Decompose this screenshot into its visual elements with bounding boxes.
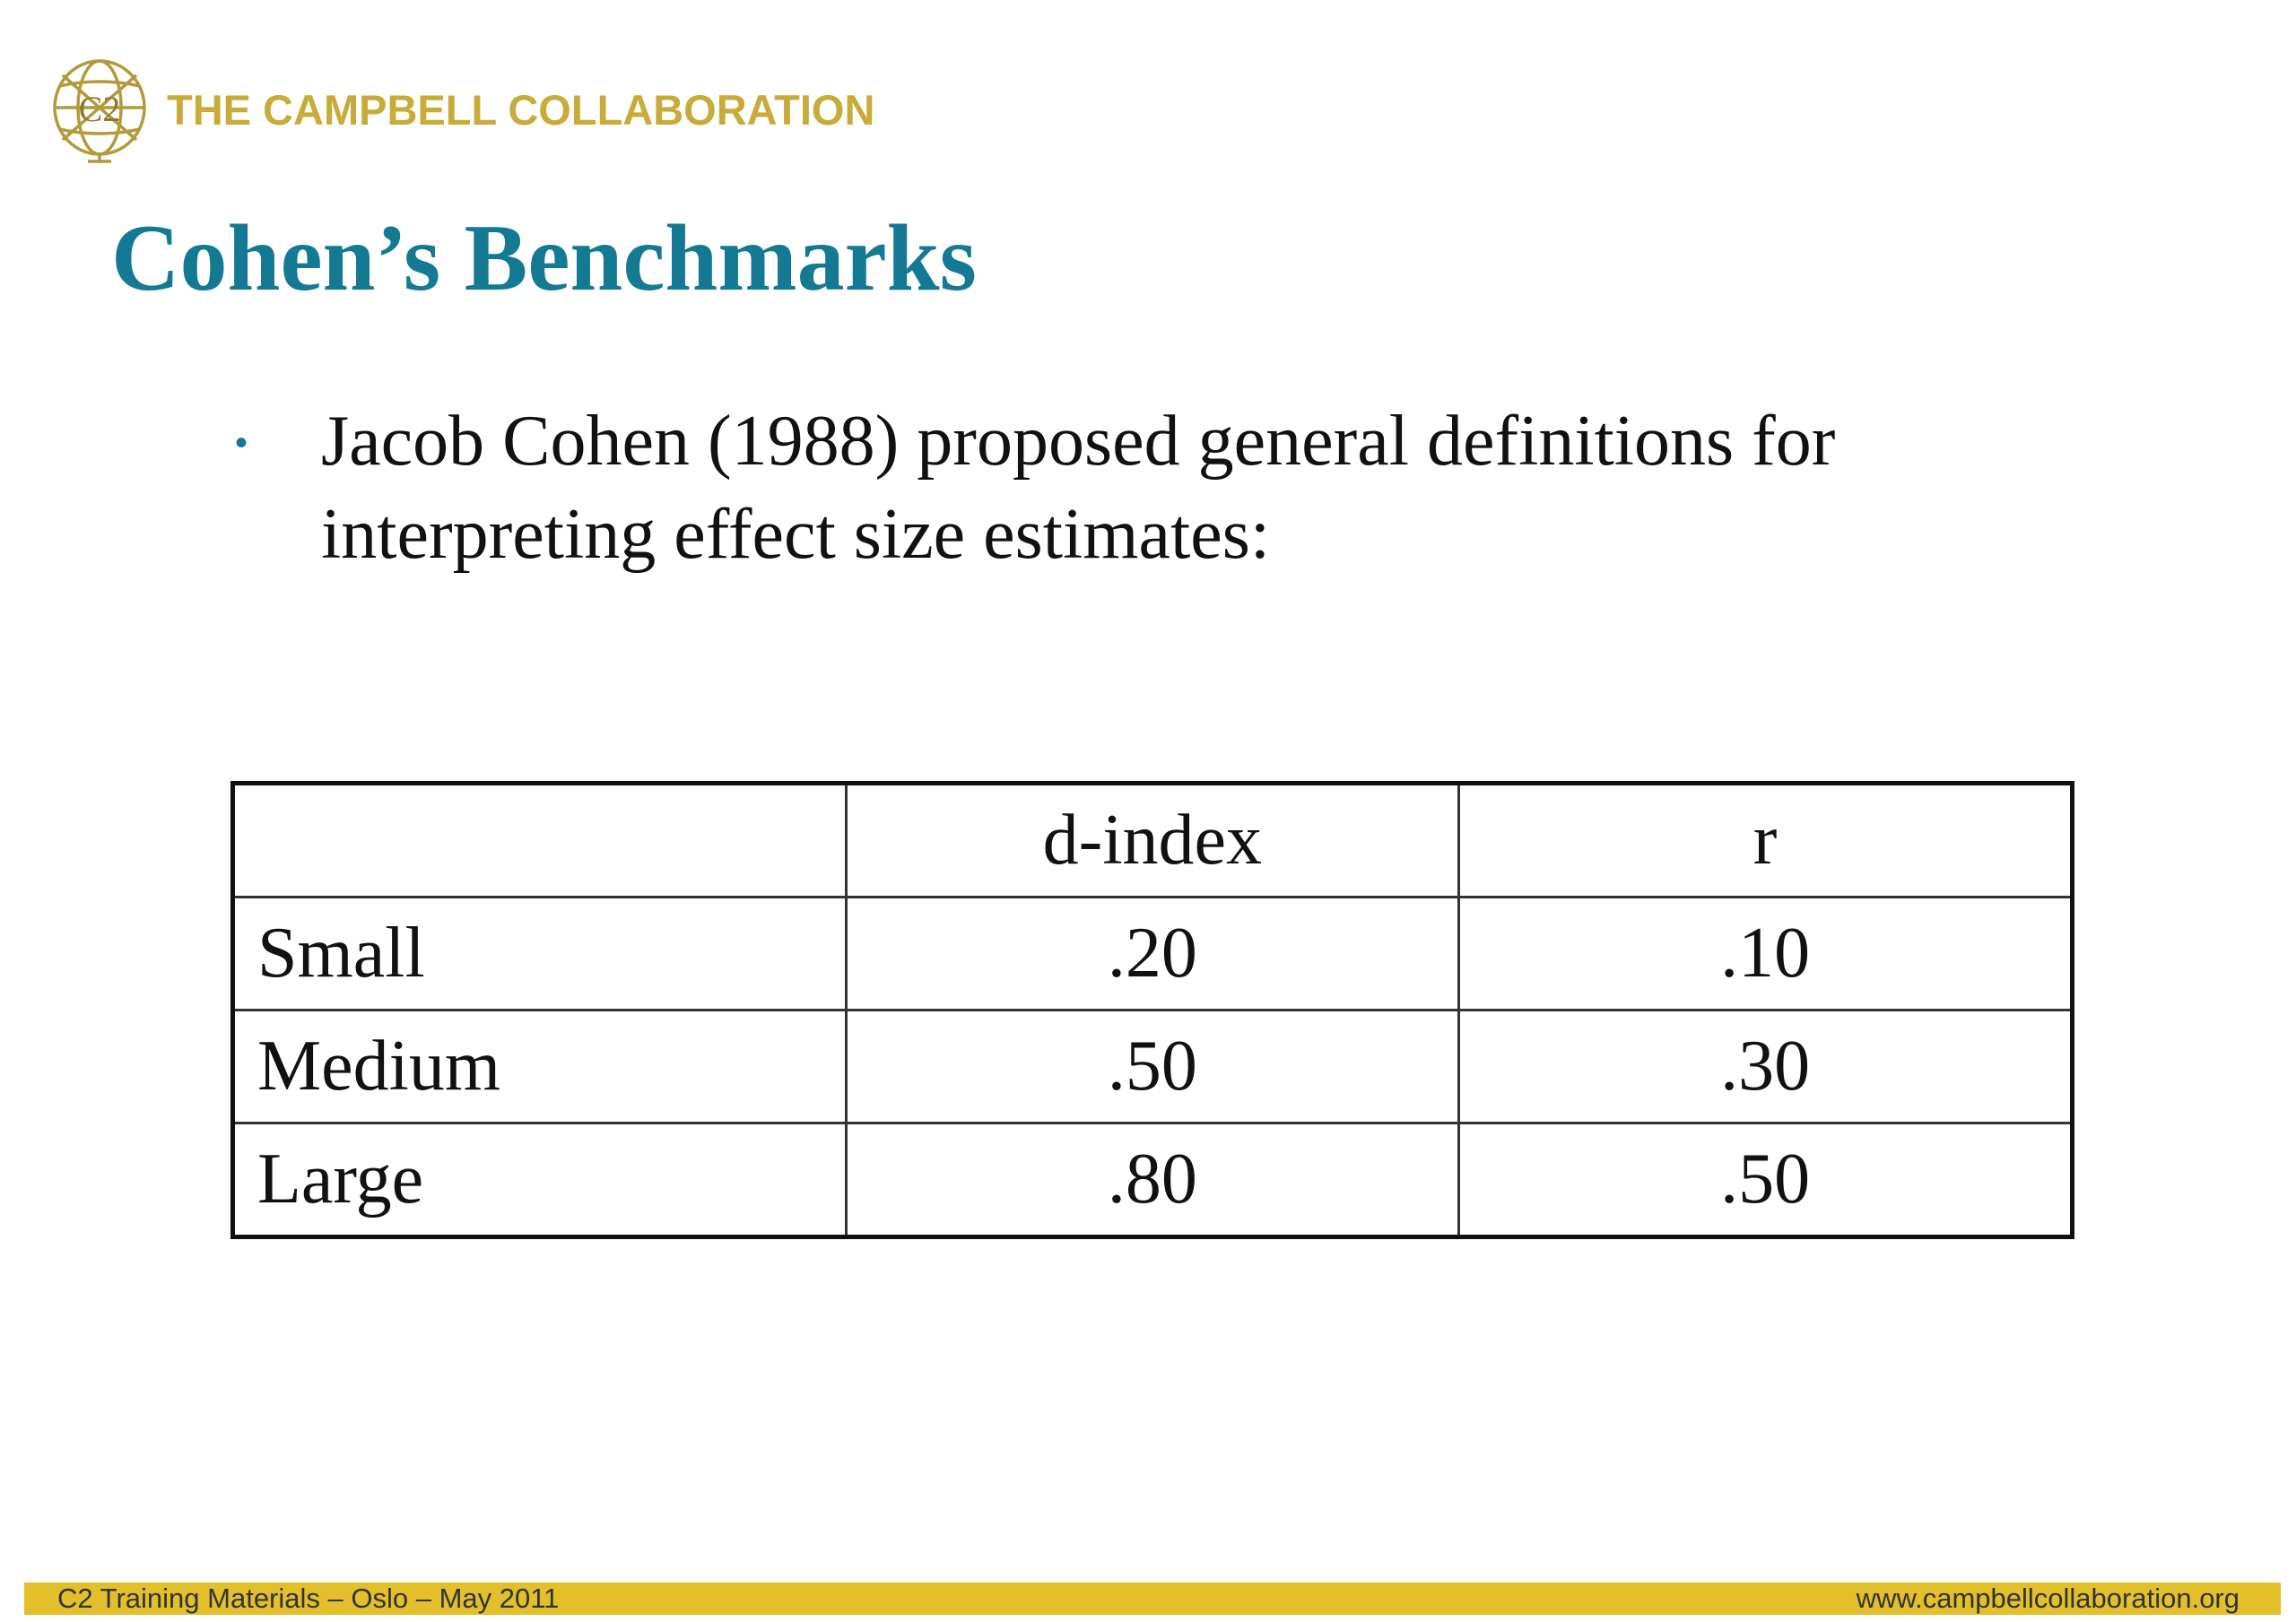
column-header-d-index: d-index (846, 784, 1459, 898)
header (50, 56, 874, 163)
r-value: .10 (1459, 898, 2073, 1010)
r-value: .50 (1459, 1123, 2073, 1237)
row-label: Small (233, 898, 847, 1010)
footer-training-label: C2 Training Materials – Oslo – May 2011 (57, 1583, 560, 1614)
row-label: Large (233, 1123, 847, 1237)
r-value: .30 (1459, 1010, 2073, 1123)
bullet-dot-icon: • (235, 423, 248, 463)
column-header-r: r (1459, 784, 2073, 898)
d-index-value: .50 (846, 1010, 1459, 1123)
benchmarks-table (230, 781, 2074, 1239)
footer-website: www.campbellcollaboration.org (1856, 1583, 2239, 1614)
column-header-empty (233, 784, 847, 898)
footer-bar (24, 1583, 2281, 1615)
table-row (233, 898, 2073, 1010)
benchmarks-table-container (230, 781, 2074, 1239)
bullet-item (235, 395, 2029, 581)
slide-title: Cohen’s Benchmarks (111, 205, 977, 310)
organization-name: THE CAMPBELL COLLABORATION (167, 85, 875, 134)
row-label: Medium (233, 1010, 847, 1123)
d-index-value: .80 (846, 1123, 1459, 1237)
table-row (233, 1010, 2073, 1123)
d-index-value: .20 (846, 898, 1459, 1010)
table-row (233, 1123, 2073, 1237)
c2-globe-logo-icon (50, 56, 149, 163)
svg-text:C2: C2 (78, 89, 121, 129)
bullet-text: Jacob Cohen (1988) proposed general definitions for interpreting effect size estimates: (321, 402, 1836, 574)
table-header-row (233, 784, 2073, 898)
